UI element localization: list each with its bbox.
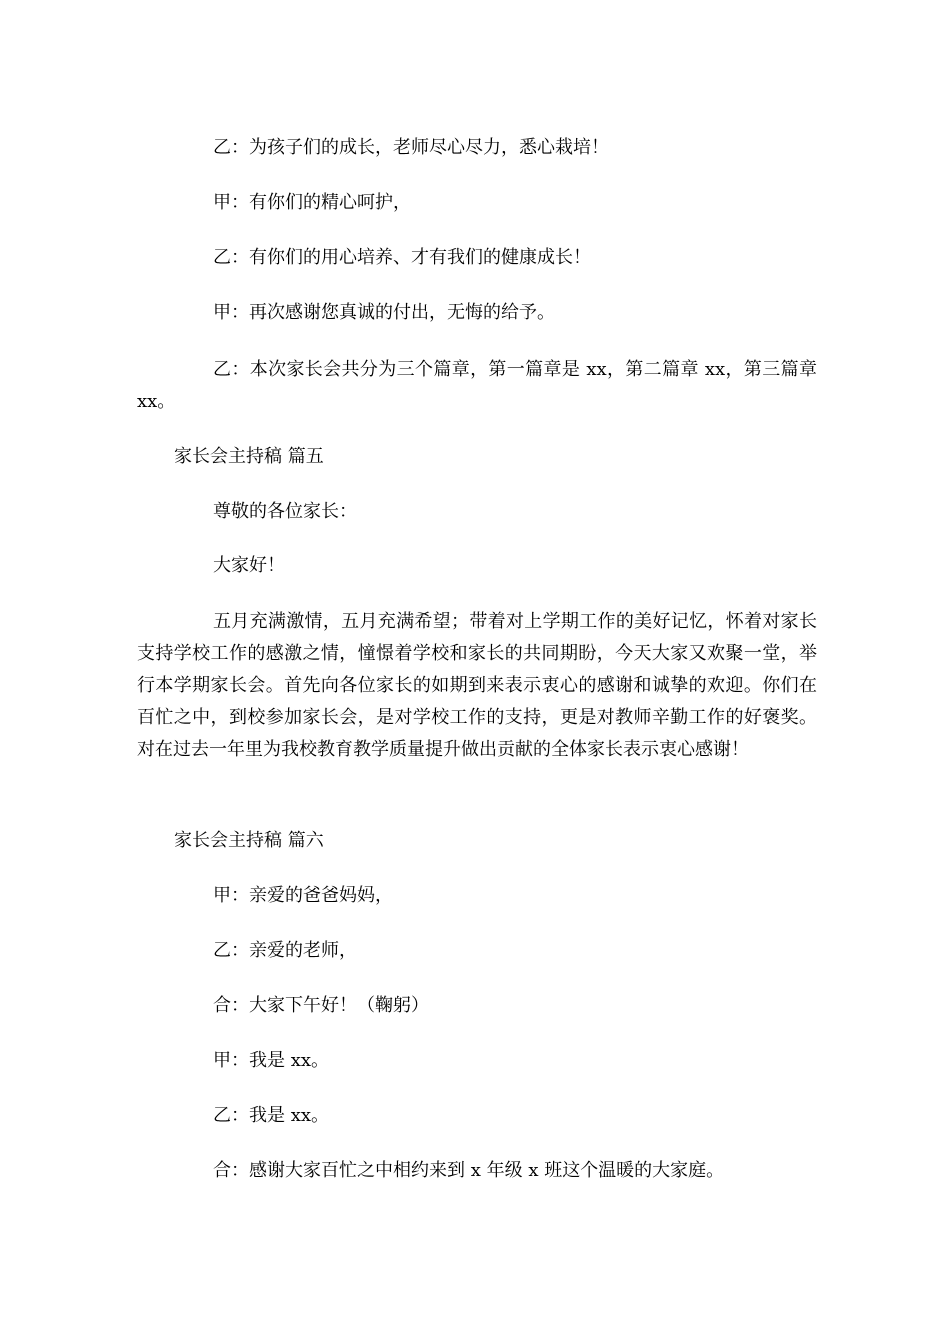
section-heading-6: 家长会主持稿 篇六 — [174, 830, 324, 851]
dialog-line: 甲：我是 xx。 — [213, 1050, 330, 1071]
dialog-line: 合：大家下午好！（鞠躬） — [213, 995, 429, 1016]
chapters-paragraph: 乙：本次家长会共分为三个篇章，第一篇章是 xx，第二篇章 xx，第三篇章 xx。 — [137, 359, 817, 412]
welcome-paragraph: 五月充满激情，五月充满希望；带着对上学期工作的美好记忆，怀着对家长支持学校工作的感激之情，憧憬着学校和家长的共同期盼，今天大家又欢聚一堂，举行本学期家长会。首先向各位家长的如期到来表示衷心的感谢和诚挚的欢迎。你们在百忙之中，到校参加家长会，是对学校工作的支持，更是对教师辛勤工作的好褒奖。对在过去一年里为我校教育教学质量提升做出贡献的全体家长表示衷心感谢！ — [137, 611, 817, 760]
dialog-line: 乙：我是 xx。 — [213, 1105, 330, 1126]
dialog-line: 甲：有你们的精心呵护， — [213, 192, 411, 213]
hello-line: 大家好！ — [213, 555, 285, 576]
dialog-line: 合：感谢大家百忙之中相约来到 x 年级 x 班这个温暖的大家庭。 — [213, 1160, 725, 1181]
dialog-line: 乙：有你们的用心培养、才有我们的健康成长！ — [213, 247, 591, 268]
greeting-line: 尊敬的各位家长： — [213, 501, 357, 522]
dialog-line: 乙：为孩子们的成长，老师尽心尽力，悉心栽培！ — [213, 137, 609, 158]
dialog-line: 乙：亲爱的老师， — [213, 940, 357, 961]
dialog-line: 甲：再次感谢您真诚的付出，无悔的给予。 — [213, 302, 555, 323]
dialog-line: 甲：亲爱的爸爸妈妈， — [213, 885, 393, 906]
section-heading-5: 家长会主持稿 篇五 — [174, 446, 324, 467]
